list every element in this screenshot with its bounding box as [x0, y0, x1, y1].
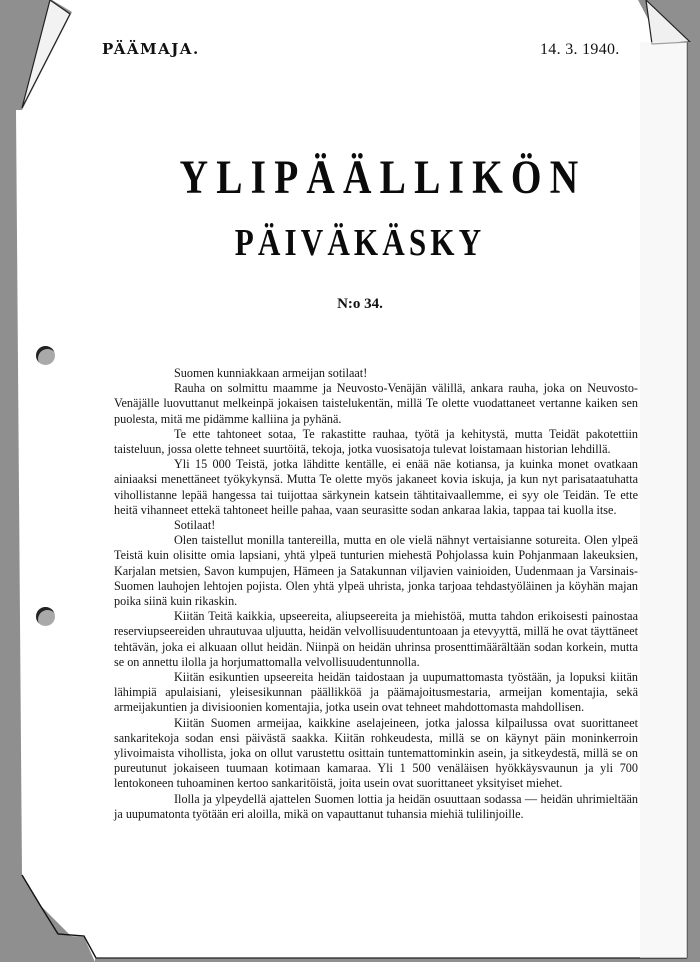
paragraph-salutation: Sotilaat! — [174, 518, 216, 533]
paragraph: Yli 15 000 Teistä, jotka lähditte kentälle, ei enää näe kotiansa, ja kuinka monet ovatkaan ainiaaksi menettäneet työkykynsä. Mutta Te olette myös jakaneet kovia iskuja, ja kun nyt parisataatuhatta vihollistanne lepää hangessa tai tuijottaa särkynein katsein tähtitaivaallemme, ei syy ole Teidän. Te ette heitä vihanneet ettekä tahtoneet heille pahaa, vaan seurasitte sodan ankaraa lakia, tappaa tai kuolla itse. — [114, 457, 638, 517]
paragraph: Kiitän Suomen armeijaa, kaikkine aselajeineen, jotka jalossa kilpailussa ovat suorittaneet sankaritekoja sodan ensi päivästä saakka. Kiitän rohkeudesta, millä se on käynyt päin moninkerroin ylivoimaista vihollista, joka on ollut varustettu osittain tuntemattominkin asein, ja sitkeydestä, millä se on pureutunut jokaiseen tuumaan kotimaan kamaraa. Yli 1 500 venäläisen hyökkäysvaunun ja yli 700 lentokoneen tuhoaminen kertoo sankaritöistä, joita usein ovat suorittaneet yksityiset miehet. — [114, 715, 638, 791]
header-date: 14. 3. 1940. — [540, 41, 620, 58]
paragraph: Kiitän Teitä kaikkia, upseereita, aliupseereita ja miehistöä, mutta tahdon erikoisesti painostaa reserviupseereiden uhrautuvaa uljuutta, heidän velvollisuudentuntoaan ja etevyyttä, millä he ovat täyttäneet tehtävän, joka ei alkuaan ollut heidän. Niinpä on heidän uhrinsa prosenttimäärältään sodan korkein, mutta se on annettu ilolla ja horjumattomalla velvollisuudentunnolla. — [114, 609, 638, 669]
order-number: N:o 34. — [337, 296, 383, 312]
title-line-2: PÄIVÄKÄSKY — [234, 222, 486, 264]
paragraph: Kiitän esikuntien upseereita heidän taidostaan ja uupumattomasta työstään, ja lopuksi kiitän lähimpiä apulaisiani, yleisesikunnan päällikköä ja päämajoitusmestaria, armeijan komentajia, sekä armeijakuntien ja divisioonien komentajia, jotka usein ovat tehneet mahdottomasta mahdollisen. — [114, 670, 638, 715]
background-right — [687, 42, 700, 962]
paragraph: Rauha on solmittu maamme ja Neuvosto-Venäjän välillä, ankara rauha, joka on Neuvosto-Venäjälle luovuttanut melkeinpä jokaisen taistelukentän, millä Te olette vuodattaneet vertanne kaiken sen puolesta, mitä me pidämme kalliina ja pyhänä. — [114, 381, 638, 426]
paragraph: Te ette tahtoneet sotaa, Te rakastitte rauhaa, työtä ja kehitystä, mutta Teidät pakotettiin taisteluun, jossa olette tehneet suurtöitä, tekoja, jotka vuosisatoja tulevat loistamaan historian lehdillä. — [114, 426, 638, 457]
header-place: PÄÄMAJA. — [102, 40, 200, 58]
title-line-1: YLIPÄÄLLIKÖN — [179, 151, 587, 204]
background-left — [0, 0, 16, 962]
paragraph: Olen taistellut monilla tantereilla, mutta en ole vielä nähnyt vertaisianne sotureita. Olen ylpeä Teistä kuin olisitte omia lapsiani, yhtä ylpeä tunturien miehestä Pohjolassa kuin Pohjanmaan lakeuksien, Karjalan metsien, Savon kumpujen, Hämeen ja Satakunnan viljavien vainioiden, Uudenmaan ja Varsinais-Suomen lauhojen lehtojen pojista. Olen yhtä ylpeä uhrista, jonka tarjoaa tehdastyöläinen ja köyhän majan poika siinä kuin rikaskin. — [114, 533, 638, 609]
paragraph-salutation: Suomen kunniakkaan armeijan sotilaat! — [174, 366, 368, 380]
punch-hole-bottom — [36, 607, 55, 626]
punch-hole-top — [36, 346, 55, 365]
paragraph: Ilolla ja ylpeydellä ajattelen Suomen lottia ja heidän osuuttaan sodassa — heidän uhrimieltään ja uupumatonta työtään eri aloilla, mikä on vapauttanut tuhansia miehiä tulilinjoille. — [114, 791, 638, 821]
order-body — [114, 366, 638, 822]
